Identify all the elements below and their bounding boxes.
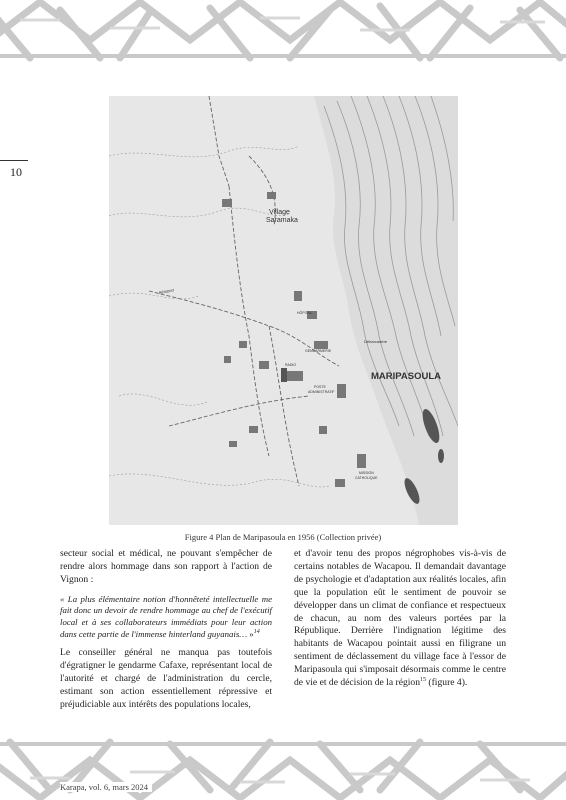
- paragraph: secteur social et médical, ne pouvant s'empêcher de rendre alors hommage dans son rapport à l'action de Vignon :: [60, 548, 272, 585]
- map-label-administratif: ADMINISTRATIF: [308, 390, 335, 394]
- page-number-rule: [0, 160, 28, 161]
- map-label-aeroport: Aéroport: [158, 287, 175, 295]
- quote-text: « La plus élémentaire notion d'honnêteté intellectuelle me fait donc un devoir de rendre hommage au chef de l'exécutif local et à ses collaborateurs immédiats pour leur action dans cette partie de l'immense hinterland guyanais…: [60, 593, 272, 639]
- left-column: [60, 548, 272, 719]
- map-label-radio: RADIO: [285, 363, 297, 367]
- decorative-top-band: [0, 0, 566, 62]
- page-number: 10: [10, 165, 22, 179]
- map-label-gendarmerie: GENDARMERIE: [305, 349, 332, 353]
- map-figure: [109, 96, 458, 525]
- map-label-catholique: CATHOLIQUE: [355, 476, 378, 480]
- footnote-ref: 14: [253, 628, 260, 635]
- footer-journal-info: Karapa, vol. 6, mars 2024: [60, 782, 152, 792]
- map-label-mission: MISSION: [359, 471, 374, 475]
- right-column: [294, 548, 506, 697]
- map-label-maripasoula: MARIPASOULA: [371, 371, 442, 382]
- block-quote: [60, 594, 272, 640]
- paragraph-text: et d'avoir tenu des propos négrophobes vis-à-vis de certains notables de Wacapou. Il demandait davantage de psychologie et d'adaptation aux réalités locales, afin que la population eût le sentiment de pouvoir se développer dans un climat de confiance et respectueux de chacun, au nom des valeurs portées par la République. Derrière l'indignation légitime des habitants de Wacapou pointait aussi en filigrane un sentiment de déclassement du village face à l'essor de Maripasoula qui s'imposait désormais comme le centre de vie et de décision de la région: [294, 548, 506, 689]
- figure-caption: Figure 4 Plan de Maripasoula en 1956 (Collection privée): [184, 532, 382, 542]
- footnote-ref: 15: [420, 676, 427, 683]
- map-label-village: Village: [269, 209, 290, 216]
- paragraph-end: (figure 4).: [426, 677, 468, 689]
- paragraph: [294, 548, 506, 690]
- map-label-poste: POSTE: [314, 385, 326, 389]
- map-label-hospital: HÔPITAL: [297, 311, 312, 315]
- quote-close: »: [247, 628, 254, 639]
- paragraph: Le conseiller général ne manqua pas toutefois d'égratigner le gendarme Cafaxe, représentant local de l'autorité et chargé de l'administration du cercle, estimant son action essentiellement répressive et préjudiciable aux intérêts des populations locales,: [60, 647, 272, 710]
- map-label-saramaka: Saramaka: [266, 217, 298, 224]
- map-label-debarcadere: Débarcadère: [364, 339, 388, 344]
